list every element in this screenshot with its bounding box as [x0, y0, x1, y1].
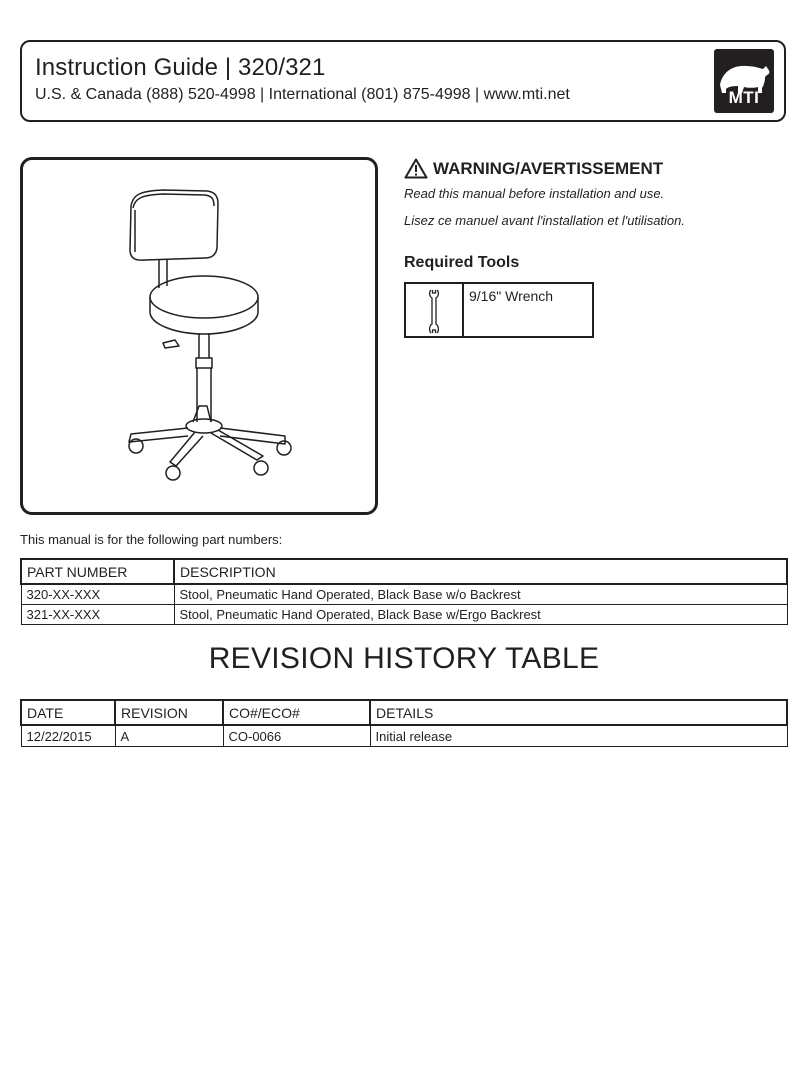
header-box	[20, 40, 786, 122]
part-number-cell: 320-XX-XXX	[21, 584, 174, 605]
description-cell: Stool, Pneumatic Hand Operated, Black Base w/o Backrest	[174, 584, 787, 605]
gas-cylinder-top	[199, 334, 209, 358]
wrench-icon	[428, 288, 440, 334]
warning-heading	[404, 158, 663, 179]
table-row	[21, 584, 787, 605]
caster	[254, 461, 268, 475]
warning-title: WARNING/AVERTISSEMENT	[433, 158, 664, 178]
revision-cell: A	[115, 725, 223, 747]
required-tools-table	[404, 282, 594, 338]
column-header: REVISION	[115, 700, 223, 725]
column-header: DETAILS	[370, 700, 787, 725]
base-leg	[211, 430, 263, 460]
description-cell: Stool, Pneumatic Hand Operated, Black Base w/Ergo Backrest	[174, 605, 787, 625]
table-header-row	[21, 700, 787, 725]
backrest	[130, 190, 218, 260]
product-image-frame	[20, 157, 378, 515]
co-eco-cell: CO-0066	[223, 725, 370, 747]
document-title: Instruction Guide | 320/321	[35, 54, 326, 81]
tool-label-wrench: 9/16" Wrench	[469, 288, 554, 304]
column-header: DATE	[21, 700, 115, 725]
details-cell: Initial release	[370, 725, 787, 747]
column-header: PART NUMBER	[21, 559, 174, 584]
table-row	[21, 725, 787, 747]
warning-text-fr: Lisez ce manuel avant l'installation et l'utilisation.	[404, 213, 686, 228]
date-cell: 12/22/2015	[21, 725, 115, 747]
stool-illustration	[23, 160, 375, 512]
tool-icon-cell	[406, 284, 464, 336]
contact-info: U.S. & Canada (888) 520-4998 | International (801) 875-4998 | www.mti.net	[35, 86, 570, 103]
required-tools-heading: Required Tools	[404, 254, 520, 271]
parts-intro: This manual is for the following part numbers:	[20, 532, 283, 547]
warning-icon	[404, 158, 428, 179]
revision-history-table	[20, 699, 788, 747]
logo-text: MTI	[728, 88, 760, 107]
seat-top	[150, 276, 258, 318]
caster	[166, 466, 180, 480]
seat-side	[150, 297, 258, 334]
column-header: DESCRIPTION	[174, 559, 787, 584]
revision-history-title: REVISION HISTORY TABLE	[208, 642, 600, 675]
part-number-cell: 321-XX-XXX	[21, 605, 174, 625]
warning-text-en: Read this manual before installation and use.	[404, 186, 665, 201]
mti-logo	[714, 49, 774, 113]
table-row	[21, 605, 787, 625]
column-header: CO#/ECO#	[223, 700, 370, 725]
caster	[277, 441, 291, 455]
table-header-row	[21, 559, 787, 584]
parts-table	[20, 558, 788, 625]
